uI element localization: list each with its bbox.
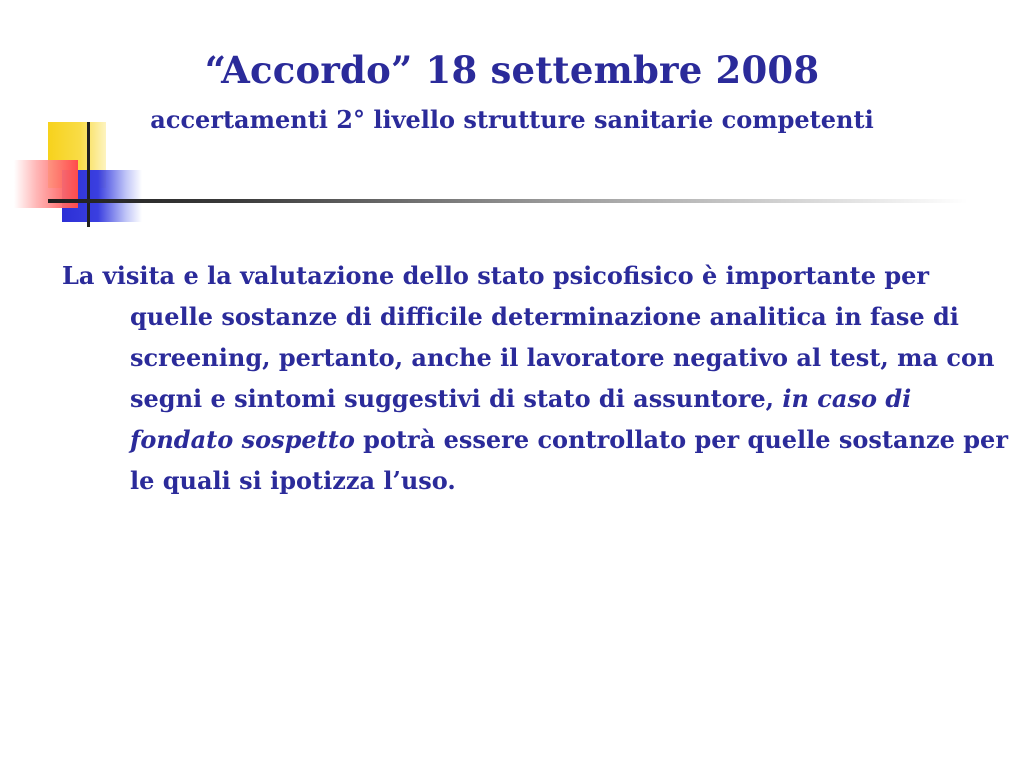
body-text-italic: in caso di fondato sospetto (130, 384, 912, 454)
slide-title: “Accordo” 18 settembre 2008 (204, 48, 820, 92)
title-divider-line (48, 199, 968, 203)
body-text-part2: potrà essere controllato per quelle sostanze per le quali si ipotizza l’uso. (130, 425, 1008, 495)
slide-subtitle: accertamenti 2° livello strutture sanitarie competenti (150, 105, 874, 134)
body-text-part1: La visita e la valutazione dello stato psicofisico è importante per quelle sostanze di difficile determinazione analitica in fase di screening, pertanto, anche il lavoratore negativo al test, ma con segni e sintomi suggestivi di stato di assuntore, (62, 261, 995, 413)
body-paragraph (62, 255, 1010, 501)
